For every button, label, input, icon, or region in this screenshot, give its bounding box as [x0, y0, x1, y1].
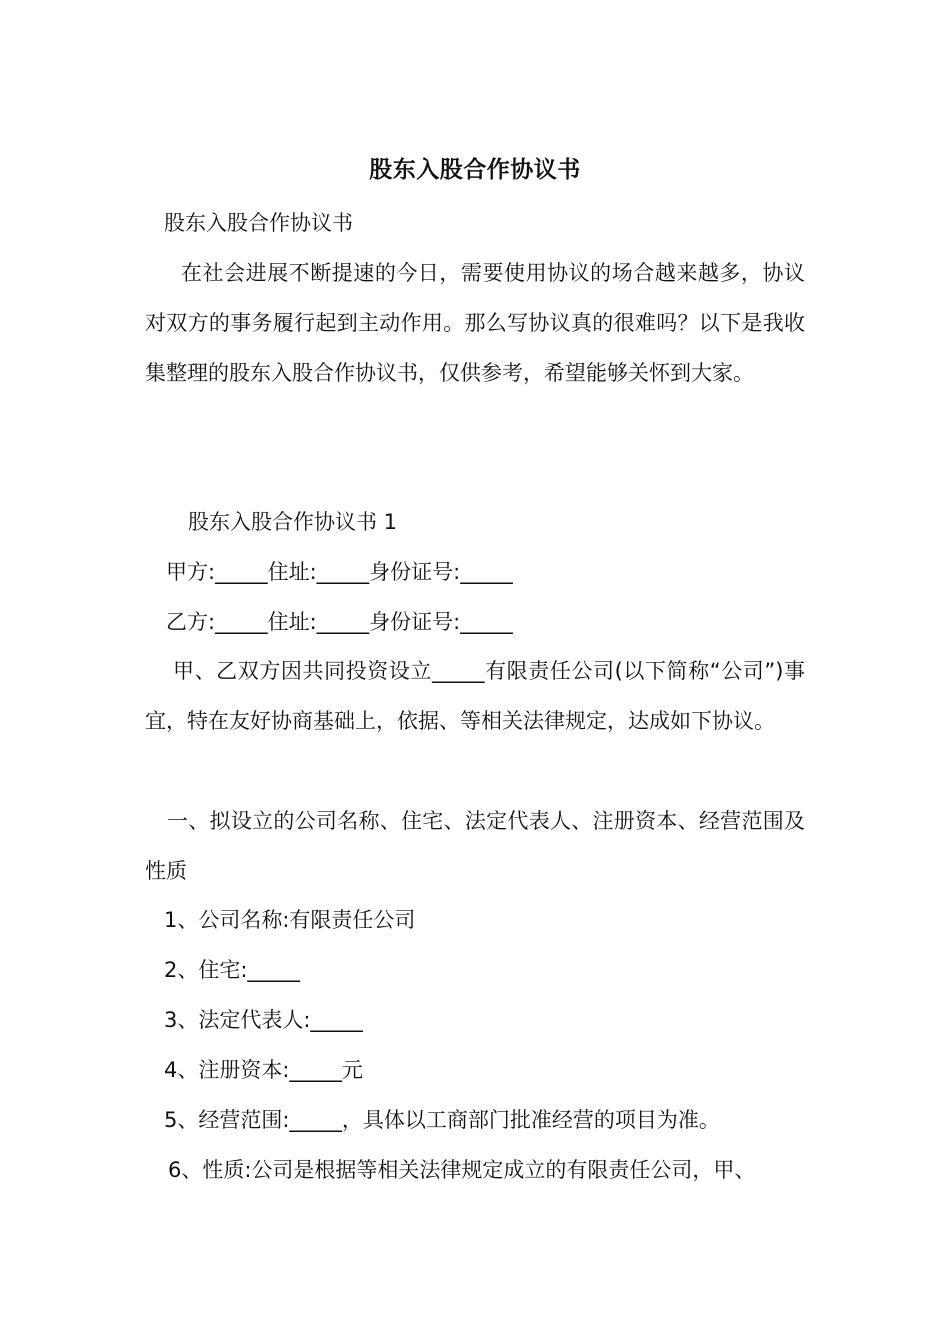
list-item: 5、经营范围:_____，具体以工商部门批准经营的项目为准。 — [164, 1108, 720, 1132]
party-a-line: 甲方:_____住址:_____身份证号:_____ — [166, 560, 513, 584]
clause-1-heading: 一、拟设立的公司名称、住宅、法定代表人、注册资本、经营范围及性质 — [145, 809, 805, 883]
intro-paragraph: 在社会进展不断提速的今日，需要使用协议的场合越来越多，协议对双方的事务履行起到主动作用。那么写协议真的很难吗？以下是我收集整理的股东入股合作协议书，仅供参考，希望能够关怀到大家。 — [145, 261, 805, 385]
list-item: 2、住宅:_____ — [164, 958, 300, 982]
document-title: 股东入股合作协议书 — [369, 157, 581, 183]
list-item: 4、注册资本:_____元 — [164, 1058, 363, 1082]
document-subtitle: 股东入股合作协议书 — [164, 211, 353, 235]
list-item: 1、公司名称:有限责任公司 — [164, 908, 416, 932]
list-item: 6、性质:公司是根据等相关法律规定成立的有限责任公司，甲、 — [168, 1158, 756, 1182]
party-b-line: 乙方:_____住址:_____身份证号:_____ — [166, 610, 513, 634]
list-item: 3、法定代表人:_____ — [164, 1008, 363, 1032]
preamble-paragraph: 甲、乙双方因共同投资设立_____有限责任公司(以下简称“公司”)事宜，特在友好协商基础上，依据、等相关法律规定，达成如下协议。 — [145, 659, 805, 733]
section-heading: 股东入股合作协议书 1 — [188, 510, 398, 534]
